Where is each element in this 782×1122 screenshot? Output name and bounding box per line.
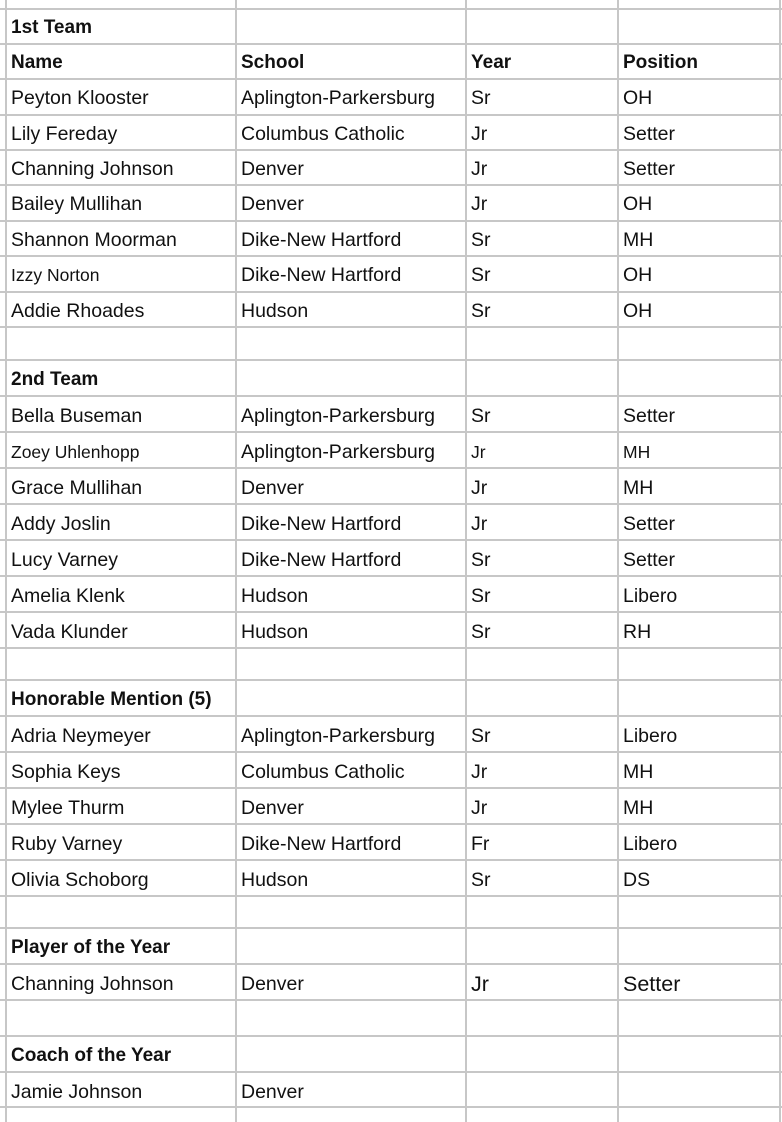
table-row [0,256,782,290]
player-position[interactable]: Setter [623,513,676,535]
player-school[interactable]: Aplington-Parkersburg [241,405,436,427]
section-title-row [0,361,782,395]
player-year[interactable]: Sr [471,585,491,607]
section-title[interactable]: 2nd Team [11,369,99,390]
header-school[interactable]: School [241,52,305,73]
player-position[interactable]: Setter [623,405,676,427]
player-name[interactable]: Vada Klunder [11,621,128,643]
player-position[interactable]: OH [623,87,653,109]
player-school[interactable]: Dike-New Hartford [241,229,402,251]
player-year[interactable]: Sr [471,725,491,747]
player-position[interactable]: Setter [623,158,676,180]
player-year[interactable]: Sr [471,405,491,427]
section-title-row [0,1037,782,1071]
player-position[interactable]: MH [623,477,654,499]
player-position[interactable]: Setter [623,972,681,996]
table-row [0,79,782,113]
player-year[interactable]: Sr [471,264,491,286]
row-divider [0,999,782,1001]
player-school[interactable]: Hudson [241,869,309,891]
section-title-row [0,9,782,43]
player-year[interactable]: Jr [471,193,488,215]
player-position[interactable]: Libero [623,585,678,607]
player-school[interactable]: Denver [241,973,304,995]
header-year[interactable]: Year [471,52,512,73]
table-row [0,789,782,823]
player-year[interactable]: Sr [471,300,491,322]
player-name[interactable]: Zoey Uhlenhopp [11,442,140,462]
table-row [0,1073,782,1107]
player-position[interactable]: Libero [623,833,678,855]
player-year[interactable]: Jr [471,123,488,145]
player-name[interactable]: Addie Rhoades [11,300,145,322]
player-year[interactable]: Jr [471,761,488,783]
player-year[interactable]: Jr [471,513,488,535]
table-row [0,433,782,467]
player-school[interactable]: Hudson [241,585,309,607]
player-year[interactable]: Sr [471,549,491,571]
player-school[interactable]: Columbus Catholic [241,123,405,145]
section-title[interactable]: Honorable Mention (5) [11,689,212,710]
player-position[interactable]: OH [623,264,653,286]
player-name[interactable]: Channing Johnson [11,973,174,995]
player-year[interactable]: Sr [471,621,491,643]
player-year[interactable]: Jr [471,477,488,499]
coach-name[interactable]: Jamie Johnson [11,1081,143,1103]
player-name[interactable]: Amelia Klenk [11,585,125,607]
player-school[interactable]: Dike-New Hartford [241,833,402,855]
section-title[interactable]: Player of the Year [11,937,171,958]
player-school[interactable]: Aplington-Parkersburg [241,87,436,109]
player-school[interactable]: Hudson [241,621,309,643]
player-year[interactable]: Jr [471,158,488,180]
player-name[interactable]: Sophia Keys [11,761,121,783]
player-name[interactable]: Bailey Mullihan [11,193,143,215]
row-divider [0,647,782,649]
table-row [0,185,782,219]
player-name[interactable]: Bella Buseman [11,405,143,427]
player-year[interactable]: Sr [471,229,491,251]
table-row [0,115,782,149]
player-name[interactable]: Lucy Varney [11,549,118,571]
section-title[interactable]: 1st Team [11,17,92,38]
table-row [0,505,782,539]
header-name[interactable]: Name [11,52,63,73]
section-title[interactable]: Coach of the Year [11,1045,172,1066]
player-name[interactable]: Izzy Norton [11,265,100,285]
player-position[interactable]: MH [623,797,654,819]
table-row [0,577,782,611]
player-year[interactable]: Jr [471,442,486,462]
player-year[interactable]: Fr [471,833,490,855]
table-row [0,469,782,503]
player-year[interactable]: Jr [471,797,488,819]
player-name[interactable]: Peyton Klooster [11,87,149,109]
row-divider [0,326,782,328]
player-school[interactable]: Dike-New Hartford [241,513,402,535]
table-row [0,753,782,787]
player-school[interactable]: Denver [241,477,304,499]
section-title-row [0,929,782,963]
player-name[interactable]: Lily Fereday [11,123,118,145]
header-position[interactable]: Position [623,52,698,73]
player-name[interactable]: Mylee Thurm [11,797,125,819]
table-row [0,965,782,999]
header-row [0,44,782,78]
player-name[interactable]: Addy Joslin [11,513,111,535]
table-row [0,717,782,751]
section-title-row [0,681,782,715]
table-row [0,541,782,575]
player-position[interactable]: Setter [623,123,676,145]
table-row [0,825,782,859]
table-row [0,613,782,647]
player-position[interactable]: OH [623,300,653,322]
player-position[interactable]: MH [623,442,651,462]
player-position[interactable]: MH [623,761,654,783]
player-school[interactable]: Aplington-Parkersburg [241,441,436,463]
player-name[interactable]: Shannon Moorman [11,229,177,251]
player-name[interactable]: Ruby Varney [11,833,123,855]
player-school[interactable]: Denver [241,158,304,180]
player-school[interactable]: Dike-New Hartford [241,264,402,286]
player-school[interactable]: Columbus Catholic [241,761,405,783]
player-name[interactable]: Adria Neymeyer [11,725,151,747]
player-school[interactable]: Dike-New Hartford [241,549,402,571]
player-name[interactable]: Olivia Schoborg [11,869,149,891]
player-position[interactable]: Setter [623,549,676,571]
table-row [0,292,782,326]
player-year[interactable]: Jr [471,972,489,996]
player-school[interactable]: Hudson [241,300,309,322]
player-position[interactable]: DS [623,869,651,891]
player-year[interactable]: Sr [471,87,491,109]
player-name[interactable]: Channing Johnson [11,158,174,180]
player-school[interactable]: Denver [241,797,304,819]
row-divider [0,895,782,897]
table-row [0,397,782,431]
player-school[interactable]: Aplington-Parkersburg [241,725,436,747]
table-row [0,221,782,255]
player-name[interactable]: Grace Mullihan [11,477,143,499]
table-row [0,150,782,184]
table-row [0,861,782,895]
player-year[interactable]: Sr [471,869,491,891]
player-position[interactable]: Libero [623,725,678,747]
player-school[interactable]: Denver [241,193,304,215]
player-position[interactable]: MH [623,229,654,251]
coach-school[interactable]: Denver [241,1081,304,1103]
player-position[interactable]: RH [623,621,652,643]
player-position[interactable]: OH [623,193,653,215]
